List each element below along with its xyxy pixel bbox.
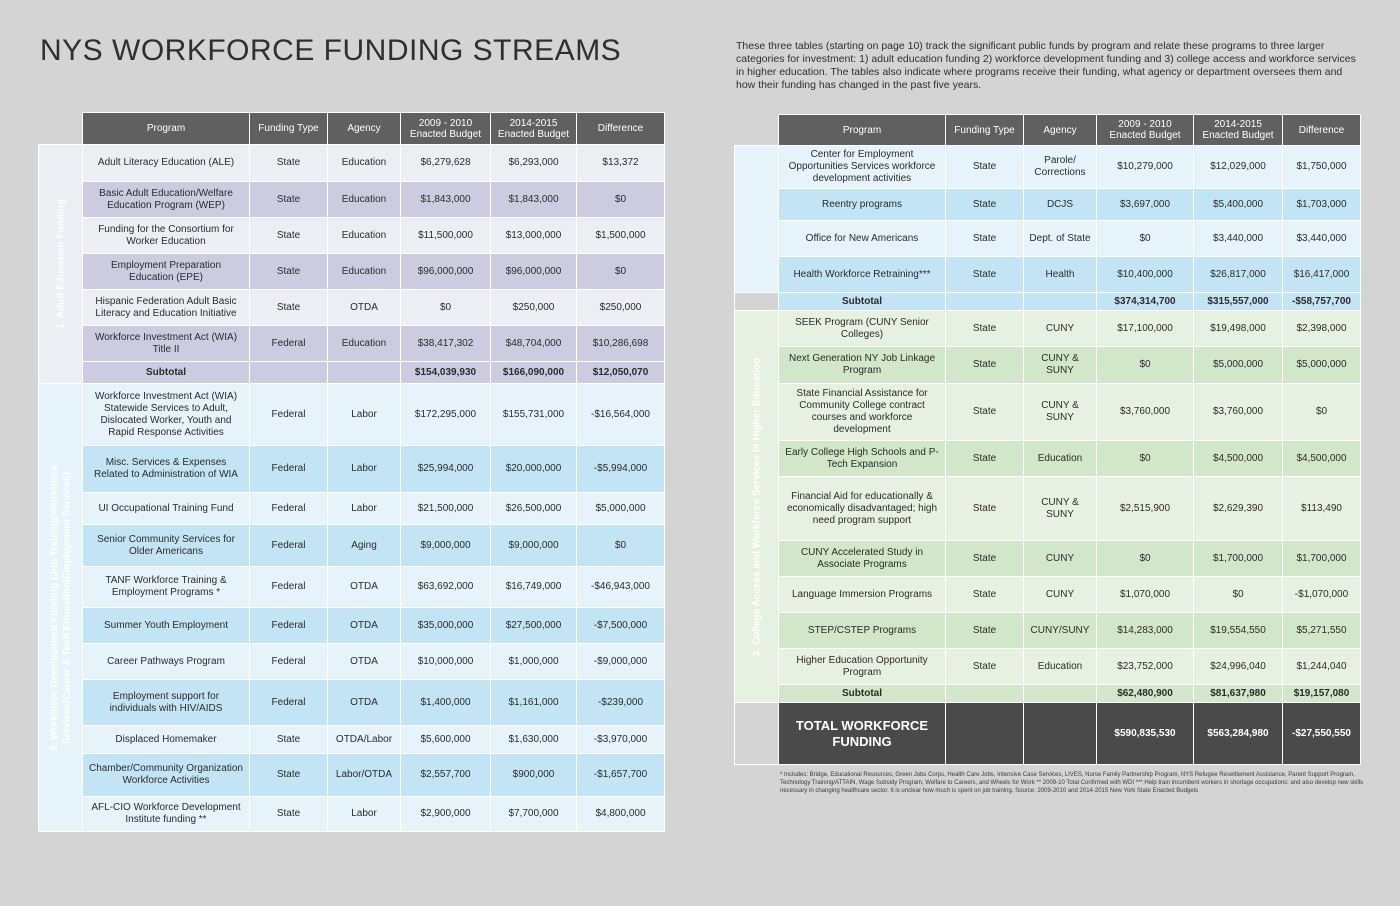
table-row	[39, 218, 665, 254]
table-row	[39, 493, 665, 525]
table-row	[39, 644, 665, 680]
program-cell: Higher Education Opportunity Program	[779, 649, 946, 685]
funding-type-cell: State	[946, 477, 1024, 541]
table-row	[39, 290, 665, 326]
funding-type-cell: State	[250, 254, 328, 290]
header-budget-2014: 2014-2015 Enacted Budget	[491, 113, 577, 145]
total-difference: -$27,550,550	[1283, 703, 1361, 765]
budget-2014-cell: $2,629,390	[1194, 477, 1283, 541]
agency-cell: OTDA/Labor	[328, 726, 401, 754]
empty-cell	[946, 293, 1024, 311]
footnote: * Includes: Bridge, Educational Resources, Green Jobs Corps, Health Care Jobs, Intensive Case Services, LIVES, Nurse Family Partnership Program, NYS Refugee Resettlement Assistance, Parent Support Program, Technology Training/ATTAIN, Wage Subsidy Program, Welfare to Careers, and Wheels for Work ** 2009-10 Total Confirmed with WDI *** Help train incumbent workers in shortage occupations; and also develop new skills necessary in changing healthcare sector. It is unclear how much is spent on job training. Source: 2009-2010 and 2014-2015 New York State Enacted Budgets	[780, 772, 1364, 794]
table-row	[735, 577, 1361, 613]
difference-cell: -$3,970,000	[577, 726, 665, 754]
difference-cell: -$1,657,700	[577, 754, 665, 797]
table-row	[735, 221, 1361, 257]
program-cell: SEEK Program (CUNY Senior Colleges)	[779, 311, 946, 347]
program-cell: AFL-CIO Workforce Development Institute funding **	[83, 797, 250, 832]
agency-cell: CUNY & SUNY	[1024, 347, 1097, 384]
difference-cell: $0	[577, 525, 665, 567]
header-funding-type: Funding Type	[946, 115, 1024, 146]
budget-2009-cell: $63,692,000	[401, 567, 491, 608]
funding-type-cell: State	[250, 290, 328, 326]
subtotal-2009: $62,480,900	[1097, 685, 1194, 703]
program-cell: Employment Preparation Education (EPE)	[83, 254, 250, 290]
budget-2009-cell: $3,697,000	[1097, 189, 1194, 221]
total-spacer	[735, 703, 779, 765]
budget-2009-cell: $2,515,900	[1097, 477, 1194, 541]
empty-cell	[946, 685, 1024, 703]
agency-cell: Labor	[328, 384, 401, 446]
empty-cell	[1024, 293, 1097, 311]
agency-cell: Dept. of State	[1024, 221, 1097, 257]
left-funding-table	[38, 112, 665, 832]
header-funding-type: Funding Type	[250, 113, 328, 145]
page-title: NYS WORKFORCE FUNDING STREAMS	[40, 34, 622, 67]
table-row	[735, 541, 1361, 577]
subtotal-row	[735, 685, 1361, 703]
funding-type-cell: State	[946, 146, 1024, 189]
agency-cell: Education	[328, 145, 401, 182]
difference-cell: $1,703,000	[1283, 189, 1361, 221]
budget-2009-cell: $0	[1097, 347, 1194, 384]
difference-cell: $1,500,000	[577, 218, 665, 254]
table-row	[39, 754, 665, 797]
section-1-label-line: 1. Adult Education Funding	[55, 199, 66, 329]
program-cell: Center for Employment Opportunities Services workforce development activities	[779, 146, 946, 189]
agency-cell: Parole/ Corrections	[1024, 146, 1097, 189]
empty-cell	[328, 362, 401, 384]
funding-type-cell: State	[946, 441, 1024, 477]
table-row	[39, 797, 665, 832]
budget-2009-cell: $2,900,000	[401, 797, 491, 832]
funding-type-cell: State	[946, 347, 1024, 384]
agency-cell: OTDA	[328, 644, 401, 680]
table-row	[735, 146, 1361, 189]
table-row	[39, 567, 665, 608]
table-row	[39, 326, 665, 362]
difference-cell: $16,417,000	[1283, 257, 1361, 293]
budget-2009-cell: $0	[1097, 221, 1194, 257]
agency-cell: CUNY	[1024, 311, 1097, 347]
budget-2009-cell: $17,100,000	[1097, 311, 1194, 347]
table-row	[735, 441, 1361, 477]
header-budget-2009: 2009 - 2010 Enacted Budget	[1097, 115, 1194, 146]
table-row	[39, 525, 665, 567]
agency-cell: Health	[1024, 257, 1097, 293]
budget-2009-cell: $10,400,000	[1097, 257, 1194, 293]
section-2-label-line: 2. Workforce Development Funding (Job Training/Workforce	[48, 464, 60, 751]
difference-cell: $4,500,000	[1283, 441, 1361, 477]
program-cell: Workforce Investment Act (WIA) Statewide Services to Adult, Dislocated Worker, Youth and Rapid Response Activities	[83, 384, 250, 446]
budget-2009-cell: $23,752,000	[1097, 649, 1194, 685]
budget-2014-cell: $0	[1194, 577, 1283, 613]
budget-2014-cell: $48,704,000	[491, 326, 577, 362]
budget-2009-cell: $172,295,000	[401, 384, 491, 446]
header-program: Program	[779, 115, 946, 146]
budget-2009-cell: $1,843,000	[401, 182, 491, 218]
table-row	[39, 446, 665, 493]
header-corner	[735, 115, 779, 146]
subtotal-row	[39, 362, 665, 384]
agency-cell: OTDA	[328, 680, 401, 726]
funding-type-cell: State	[946, 613, 1024, 649]
agency-cell: OTDA	[328, 290, 401, 326]
program-cell: UI Occupational Training Fund	[83, 493, 250, 525]
header-difference: Difference	[1283, 115, 1361, 146]
agency-cell: Aging	[328, 525, 401, 567]
table-row	[735, 311, 1361, 347]
table-row	[735, 257, 1361, 293]
funding-type-cell: State	[946, 189, 1024, 221]
section-2-label	[39, 384, 83, 832]
budget-2009-cell: $25,994,000	[401, 446, 491, 493]
subtotal-2014: $315,557,000	[1194, 293, 1283, 311]
subtotal-spacer	[735, 293, 779, 311]
budget-2009-cell: $10,279,000	[1097, 146, 1194, 189]
table-row	[735, 347, 1361, 384]
subtotal-label: Subtotal	[779, 685, 946, 703]
budget-2014-cell: $12,029,000	[1194, 146, 1283, 189]
funding-type-cell: State	[250, 754, 328, 797]
agency-cell: Education	[328, 326, 401, 362]
budget-2009-cell: $1,400,000	[401, 680, 491, 726]
budget-2014-cell: $3,760,000	[1194, 384, 1283, 441]
agency-cell: OTDA	[328, 608, 401, 644]
table-row	[39, 608, 665, 644]
budget-2014-cell: $5,400,000	[1194, 189, 1283, 221]
program-cell: Funding for the Consortium for Worker Education	[83, 218, 250, 254]
agency-cell: Labor/OTDA	[328, 754, 401, 797]
difference-cell: $1,700,000	[1283, 541, 1361, 577]
table-row	[39, 145, 665, 182]
header-agency: Agency	[328, 113, 401, 145]
budget-2009-cell: $6,279,628	[401, 145, 491, 182]
budget-2014-cell: $3,440,000	[1194, 221, 1283, 257]
program-cell: Adult Literacy Education (ALE)	[83, 145, 250, 182]
agency-cell: Education	[1024, 441, 1097, 477]
funding-type-cell: Federal	[250, 680, 328, 726]
program-cell: CUNY Accelerated Study in Associate Programs	[779, 541, 946, 577]
funding-type-cell: Federal	[250, 493, 328, 525]
program-cell: Displaced Homemaker	[83, 726, 250, 754]
subtotal-label: Subtotal	[779, 293, 946, 311]
header-budget-2009: 2009 - 2010 Enacted Budget	[401, 113, 491, 145]
difference-cell: $0	[1283, 384, 1361, 441]
budget-2014-cell: $1,630,000	[491, 726, 577, 754]
program-cell: Health Workforce Retraining***	[779, 257, 946, 293]
difference-cell: $13,372	[577, 145, 665, 182]
budget-2009-cell: $9,000,000	[401, 525, 491, 567]
subtotal-2009: $154,039,930	[401, 362, 491, 384]
total-2009: $590,835,530	[1097, 703, 1194, 765]
funding-type-cell: State	[250, 218, 328, 254]
program-cell: Financial Aid for educationally & economically disadvantaged; high need program support	[779, 477, 946, 541]
budget-2014-cell: $1,700,000	[1194, 541, 1283, 577]
program-cell: Chamber/Community Organization Workforce Activities	[83, 754, 250, 797]
subtotal-label: Subtotal	[83, 362, 250, 384]
budget-2014-cell: $26,500,000	[491, 493, 577, 525]
program-cell: Office for New Americans	[779, 221, 946, 257]
budget-2014-cell: $16,749,000	[491, 567, 577, 608]
header-difference: Difference	[577, 113, 665, 145]
funding-type-cell: Federal	[250, 644, 328, 680]
funding-type-cell: Federal	[250, 567, 328, 608]
agency-cell: OTDA	[328, 567, 401, 608]
program-cell: Language Immersion Programs	[779, 577, 946, 613]
difference-cell: $0	[577, 254, 665, 290]
difference-cell: $5,000,000	[577, 493, 665, 525]
agency-cell: CUNY	[1024, 541, 1097, 577]
budget-2014-cell: $4,500,000	[1194, 441, 1283, 477]
agency-cell: CUNY/SUNY	[1024, 613, 1097, 649]
agency-cell: Education	[328, 254, 401, 290]
budget-2014-cell: $20,000,000	[491, 446, 577, 493]
subtotal-2014: $81,637,980	[1194, 685, 1283, 703]
budget-2014-cell: $900,000	[491, 754, 577, 797]
section-2-label-line: Services/Career & Tech Education/Employment Services)	[61, 471, 73, 744]
difference-cell: -$9,000,000	[577, 644, 665, 680]
table-row	[39, 384, 665, 446]
subtotal-2014: $166,090,000	[491, 362, 577, 384]
agency-cell: CUNY & SUNY	[1024, 384, 1097, 441]
program-cell: Misc. Services & Expenses Related to Administration of WIA	[83, 446, 250, 493]
subtotal-row	[735, 293, 1361, 311]
intro-paragraph: These three tables (starting on page 10) track the significant public funds by program and relate these programs to three larger categories for investment: 1) adult education funding 2) workforce development funding and 3) college access and workforce services in higher education. The tables also indicate where programs receive their funding, what agency or department oversees them and how their funding has changed in the past five years.	[736, 40, 1356, 91]
budget-2014-cell: $6,293,000	[491, 145, 577, 182]
difference-cell: -$5,994,000	[577, 446, 665, 493]
program-cell: State Financial Assistance for Community College contract courses and workforce development	[779, 384, 946, 441]
total-label: TOTAL WORKFORCE FUNDING	[779, 703, 946, 765]
difference-cell: -$239,000	[577, 680, 665, 726]
header-corner	[39, 113, 83, 145]
budget-2014-cell: $250,000	[491, 290, 577, 326]
budget-2009-cell: $96,000,000	[401, 254, 491, 290]
budget-2014-cell: $19,554,550	[1194, 613, 1283, 649]
program-cell: TANF Workforce Training & Employment Programs *	[83, 567, 250, 608]
budget-2014-cell: $13,000,000	[491, 218, 577, 254]
section-2-continued-marker	[735, 146, 779, 293]
program-cell: Reentry programs	[779, 189, 946, 221]
header-agency: Agency	[1024, 115, 1097, 146]
program-cell: Employment support for individuals with HIV/AIDS	[83, 680, 250, 726]
total-row	[735, 703, 1361, 765]
budget-2009-cell: $14,283,000	[1097, 613, 1194, 649]
budget-2009-cell: $0	[1097, 541, 1194, 577]
difference-cell: -$46,943,000	[577, 567, 665, 608]
subtotal-difference: -$58,757,700	[1283, 293, 1361, 311]
subtotal-difference: $19,157,080	[1283, 685, 1361, 703]
header-program: Program	[83, 113, 250, 145]
funding-type-cell: State	[946, 649, 1024, 685]
budget-2009-cell: $1,070,000	[1097, 577, 1194, 613]
difference-cell: $10,286,698	[577, 326, 665, 362]
budget-2009-cell: $0	[401, 290, 491, 326]
program-cell: Workforce Investment Act (WIA) Title II	[83, 326, 250, 362]
funding-type-cell: State	[946, 577, 1024, 613]
budget-2014-cell: $1,000,000	[491, 644, 577, 680]
table-row	[735, 477, 1361, 541]
empty-cell	[250, 362, 328, 384]
budget-2009-cell: $5,600,000	[401, 726, 491, 754]
difference-cell: $3,440,000	[1283, 221, 1361, 257]
funding-type-cell: State	[250, 182, 328, 218]
agency-cell: CUNY & SUNY	[1024, 477, 1097, 541]
budget-2009-cell: $21,500,000	[401, 493, 491, 525]
budget-2014-cell: $1,843,000	[491, 182, 577, 218]
section-2-label-text	[48, 465, 74, 751]
budget-2014-cell: $5,000,000	[1194, 347, 1283, 384]
empty-cell	[946, 703, 1024, 765]
budget-2009-cell: $35,000,000	[401, 608, 491, 644]
table-row	[39, 680, 665, 726]
table-row	[39, 726, 665, 754]
agency-cell: Labor	[328, 797, 401, 832]
program-cell: Senior Community Services for Older Americans	[83, 525, 250, 567]
funding-type-cell: Federal	[250, 608, 328, 644]
budget-2009-cell: $0	[1097, 441, 1194, 477]
funding-type-cell: Federal	[250, 525, 328, 567]
section-3-label-line: 3. College Access and Workforce Services in Higher Education	[751, 357, 762, 656]
table-row	[735, 189, 1361, 221]
funding-type-cell: State	[250, 726, 328, 754]
program-cell: STEP/CSTEP Programs	[779, 613, 946, 649]
section-1-label-text	[54, 199, 67, 329]
header-budget-2014: 2014-2015 Enacted Budget	[1194, 115, 1283, 146]
agency-cell: DCJS	[1024, 189, 1097, 221]
program-cell: Career Pathways Program	[83, 644, 250, 680]
subtotal-2009: $374,314,700	[1097, 293, 1194, 311]
budget-2009-cell: $38,417,302	[401, 326, 491, 362]
budget-2014-cell: $96,000,000	[491, 254, 577, 290]
funding-type-cell: State	[946, 541, 1024, 577]
empty-cell	[1024, 685, 1097, 703]
budget-2014-cell: $27,500,000	[491, 608, 577, 644]
budget-2014-cell: $155,731,000	[491, 384, 577, 446]
program-cell: Next Generation NY Job Linkage Program	[779, 347, 946, 384]
table-row	[735, 613, 1361, 649]
table-row	[39, 254, 665, 290]
budget-2014-cell: $24,996,040	[1194, 649, 1283, 685]
difference-cell: $1,750,000	[1283, 146, 1361, 189]
difference-cell: $113,490	[1283, 477, 1361, 541]
table-row	[39, 182, 665, 218]
difference-cell: $5,000,000	[1283, 347, 1361, 384]
program-cell: Summer Youth Employment	[83, 608, 250, 644]
program-cell: Early College High Schools and P-Tech Expansion	[779, 441, 946, 477]
agency-cell: Education	[328, 218, 401, 254]
agency-cell: Labor	[328, 446, 401, 493]
difference-cell: -$1,070,000	[1283, 577, 1361, 613]
budget-2014-cell: $7,700,000	[491, 797, 577, 832]
budget-2014-cell: $9,000,000	[491, 525, 577, 567]
budget-2009-cell: $11,500,000	[401, 218, 491, 254]
budget-2014-cell: $26,817,000	[1194, 257, 1283, 293]
difference-cell: -$16,564,000	[577, 384, 665, 446]
table-row	[735, 649, 1361, 685]
section-1-label	[39, 145, 83, 384]
section-3-label	[735, 311, 779, 703]
funding-type-cell: State	[946, 311, 1024, 347]
difference-cell: $0	[577, 182, 665, 218]
funding-type-cell: State	[946, 384, 1024, 441]
budget-2009-cell: $2,557,700	[401, 754, 491, 797]
funding-type-cell: State	[946, 257, 1024, 293]
budget-2014-cell: $19,498,000	[1194, 311, 1283, 347]
agency-cell: Labor	[328, 493, 401, 525]
funding-type-cell: Federal	[250, 384, 328, 446]
program-cell: Hispanic Federation Adult Basic Literacy and Education Initiative	[83, 290, 250, 326]
difference-cell: $1,244,040	[1283, 649, 1361, 685]
empty-cell	[1024, 703, 1097, 765]
funding-type-cell: Federal	[250, 446, 328, 493]
difference-cell: $250,000	[577, 290, 665, 326]
right-funding-table	[734, 114, 1361, 765]
section-3-label-text	[750, 357, 763, 655]
difference-cell: $4,800,000	[577, 797, 665, 832]
subtotal-difference: $12,050,070	[577, 362, 665, 384]
agency-cell: Education	[328, 182, 401, 218]
table-row	[735, 384, 1361, 441]
agency-cell: Education	[1024, 649, 1097, 685]
funding-type-cell: State	[946, 221, 1024, 257]
budget-2009-cell: $3,760,000	[1097, 384, 1194, 441]
budget-2014-cell: $1,161,000	[491, 680, 577, 726]
funding-type-cell: State	[250, 797, 328, 832]
total-2014: $563,284,980	[1194, 703, 1283, 765]
funding-type-cell: Federal	[250, 326, 328, 362]
budget-2009-cell: $10,000,000	[401, 644, 491, 680]
program-cell: Basic Adult Education/Welfare Education Program (WEP)	[83, 182, 250, 218]
agency-cell: CUNY	[1024, 577, 1097, 613]
funding-type-cell: State	[250, 145, 328, 182]
difference-cell: $5,271,550	[1283, 613, 1361, 649]
difference-cell: $2,398,000	[1283, 311, 1361, 347]
difference-cell: -$7,500,000	[577, 608, 665, 644]
